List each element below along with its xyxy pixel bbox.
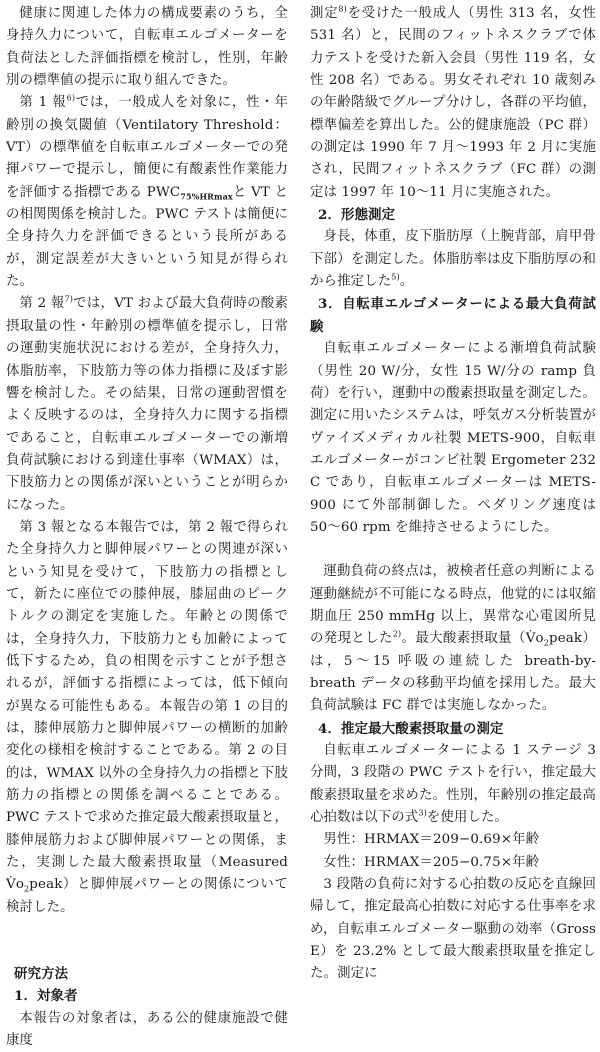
endpoint-text: 運動負荷の終点は，被検者任意の判断による運動継続が不可能になる時点，他覚的には収縮期血圧 250 mmHg 以上，異常な心電図所見の発現とした xyxy=(310,564,596,647)
right-column xyxy=(310,3,596,986)
vo2-subscript: 2 xyxy=(543,638,549,648)
vo2-subscript: 2 xyxy=(24,885,30,895)
report2-lead: 第 2 報 xyxy=(19,296,65,312)
endpoint-tail: peak）は，5〜15 呼吸の連続した breath-by-breath データの移動平均値を採用した。最大負荷試験は FC 群では実施しなかった。 xyxy=(310,631,596,714)
citation-ref: 2) xyxy=(392,629,402,639)
body-measurement-end: 。 xyxy=(399,274,414,290)
regression-paragraph: 3 段階の負荷に対する心拍数の反応を直線回帰して，推定最高心拍数に対応する仕事率を求め，自転車エルゴメーター駆動の効率（Gross E）を 23.2% として最大酸素摂取量を推定した。測定に xyxy=(310,877,596,982)
citation-ref: 5) xyxy=(391,272,400,282)
body-measurement-heading: 2．形態測定 xyxy=(318,207,396,224)
estimated-vo2max-paragraph xyxy=(310,740,596,829)
subjects-paragraph: 本報告の対象者は，ある公的健康施設で健康度 xyxy=(6,1010,288,1049)
report1-tail: と VT との相関関係を検討した。PWC テストは簡便に全身持久力を評価できるという長所があるが，測定誤差が大きいという知見が得られた。 xyxy=(6,184,289,290)
estimated-vo2max-heading: 4．推定最大酸素摂取量の測定 xyxy=(318,720,504,737)
report3-tail: peak）と脚伸展パワーとの関係について検討した。 xyxy=(6,877,288,915)
report1-lead: 第 1 報 xyxy=(19,95,67,111)
estimated-end: を使用した。 xyxy=(426,810,509,826)
body-measurement-text: 身長，体重，皮下脂肪厚（上腕背部，肩甲骨下部）を測定した。体脂肪率は皮下脂肪厚の和から推定した xyxy=(310,229,596,290)
intro-paragraph: 健康に関連した体力の構成要素のうち，全身持久力について，自転車エルゴメーターを負荷法とした評価指標を検討し，性別，年齢別の標準値の提示に取り組んできた。 xyxy=(6,6,288,89)
subjects-continued-lead: 測定 xyxy=(310,6,339,21)
subjects-continued-body: を受けた一般成人（男性 313 名，女性 531 名）と，民間のフィットネスクラブで体力テストを受けた新入会員（男性 119 名，女性 208 名）である。男女それぞれ 10 歳刻みの年齢階級でグループ分けし，各群の平均値，標準偏差を算出した。公的健康施設（PC 群）の測定は 1990 年 7 月〜1993 年 2 月に実施され，民間フィットネスクラブ（FC 群）の測定は 1997 年 10〜11 月に実施された。 xyxy=(310,6,596,200)
formula-female: 女性：HRMAX＝205−0.75×年齢 xyxy=(323,854,540,870)
subjects-continued-paragraph xyxy=(310,3,596,204)
body-measurement-paragraph xyxy=(310,226,596,293)
report2-body: では，VT および最大負荷時の酸素摂取量の性・年齢別の標準値を提示し，日常の運動実施状況における差が，全身持久力，体脂肪率，下肢筋力等の体力指標に及ぼす影響を検討した。その結果，日常の運動習慣をよく反映するのは，全身持久力に関する指標であること，自転車エルゴメーターでの漸増負荷試験における到達仕事率（WMAX）は，下肢筋力との関係が深いということが明らかになった。 xyxy=(6,296,288,513)
citation-ref: 8) xyxy=(338,4,347,14)
max-load-test-heading: 3．自転車エルゴメーターによる最大負荷試験 xyxy=(310,296,596,335)
pwc-subscript: 75%HRmax xyxy=(180,191,233,202)
left-column xyxy=(6,3,288,1052)
methods-heading: 研究方法 xyxy=(14,966,69,983)
endpoint-paragraph xyxy=(310,561,596,717)
report2-paragraph xyxy=(6,293,288,516)
citation-ref: 3) xyxy=(418,808,427,818)
citation-ref: 7) xyxy=(64,295,74,304)
endpoint-middle: 。最大酸素摂取量（V̇o xyxy=(401,631,544,647)
report1-paragraph xyxy=(6,92,288,293)
citation-ref: 6) xyxy=(66,93,76,103)
subjects-heading: 1．対象者 xyxy=(14,988,78,1005)
max-load-test-paragraph: 自転車エルゴメーターによる漸増負荷試験（男性 20 W/分，女性 15 W/分の ramp 負荷）を行い，運動中の酸素摂取量を測定した。測定に用いたシステムは，呼気ガス分析装置がヴァイズメディカル社製 METS-900，自転車エルゴメーターがコンビ社製 Ergometer 232 C であり，自転車エルゴメーターは METS-900 にて外部制御した。ペダリング速度は 50〜60 rpm を維持させるようにした。 xyxy=(310,341,596,535)
formula-male: 男性：HRMAX＝209−0.69×年齢 xyxy=(323,832,540,848)
report3-paragraph xyxy=(6,517,288,919)
report1-body: では，一般成人を対象に，性・年齢別の換気閾値（Ventilatory Threshold：VT）の標準値を自転車エルゴメーターでの発揮パワーで提示し，簡便に有酸素性作業能力を評価する指標である PWC xyxy=(6,95,288,200)
estimated-text: 自転車エルゴメーターによる 1 ステージ 3 分間，3 段階の PWC テストを行い，推定最大酸素摂取量を求めた。性別，年齢別の推定最高心拍数は以下の式 xyxy=(310,743,596,826)
report3-body: 第 3 報となる本報告では，第 2 報で得られた全身持久力と脚伸展パワーとの関連が深いという知見を受けて，下肢筋力の指標として，新たに座位での膝伸展，膝屈曲のピークトルクの測定を実施した。年齢との関係では，全身持久力，下肢筋力とも加齢によって低下するため，負の相関を示すことが予想されるが，評価する指標によっては，低下傾向が異なる可能性もある。本報告の第 1 の目的は，膝伸展筋力と脚伸展パワーの横断的加齢変化の様相を検討することである。第 2 の目的は，WMAX 以外の全身持久力の指標と下肢筋力の指標との関係を調べることである。PWC テストで求めた推定最大酸素摂取量と，膝伸展筋力および脚伸展パワーとの関係，また，実測した最大酸素摂取量（Measured V̇o xyxy=(6,519,288,893)
